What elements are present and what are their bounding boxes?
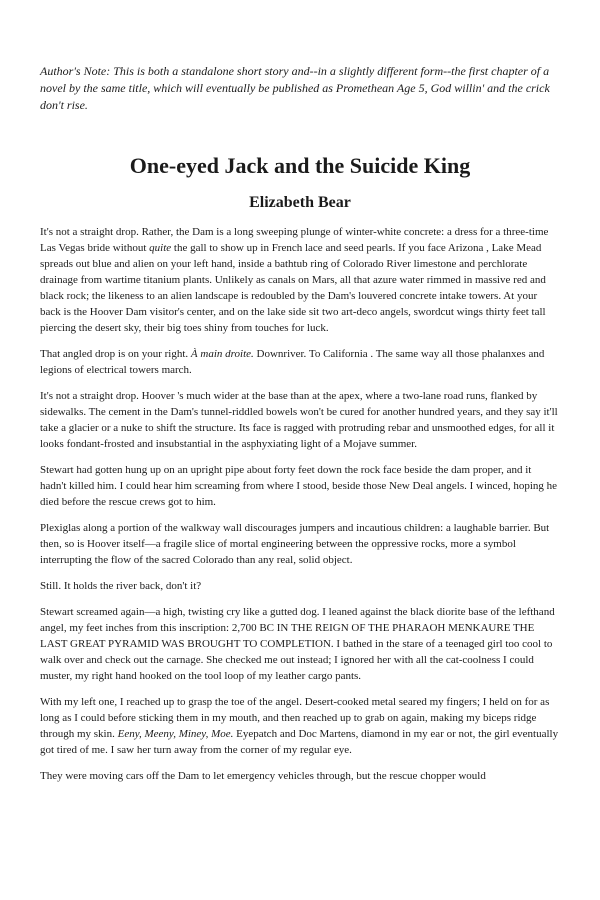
italic-run: Eeny, Meeny, Miney, Moe.	[117, 728, 234, 740]
text-run: Stewart screamed again—a high, twisting cry like a gutted dog. I leaned against the black diorite base of the lefthand angel, my feet inches from this inscription: 2,700 BC IN THE REIGN OF THE PHARAOH MENKAURE THE LAST GREAT PYRAMID WAS BROUGHT TO COMPLETION. I bathed in the stare of a teenaged girl too cool to walk over and check out the carnage. She checked me out instead; I ignored her with all the cat-coolness I could muster, my right hand hooked on the tool loop of my leather cargo pants.	[40, 606, 555, 682]
story-body	[40, 224, 560, 784]
paragraph	[40, 768, 560, 784]
text-run: They were moving cars off the Dam to let emergency vehicles through, but the rescue chopper would	[40, 770, 486, 782]
paragraph	[40, 694, 560, 758]
paragraph	[40, 604, 560, 684]
text-run: That angled drop is on your right.	[40, 348, 191, 360]
paragraph	[40, 578, 560, 594]
paragraph	[40, 388, 560, 452]
paragraph	[40, 346, 560, 378]
text-run: With my left one, I reached up to grasp the toe of the angel. Desert-cooked metal seared my fingers; I held on for as long as I could before sticking them in my mouth, and then reached up to grab on again, making my biceps ridge through my skin.	[40, 696, 550, 740]
paragraph	[40, 520, 560, 568]
italic-run: À main droite.	[190, 348, 254, 360]
italic-run: quite	[149, 242, 172, 254]
text-run: Plexiglas along a portion of the walkway wall discourages jumpers and incautious children: a laughable barrier. But then, so is Hoover itself—a fragile slice of mortal engineering between the oppressive rocks, more a symbol interrupting the flow of the sacred Colorado than any real, solid object.	[40, 522, 550, 566]
paragraph	[40, 462, 560, 510]
text-run: Still. It holds the river back, don't it?	[40, 580, 202, 592]
text-run: It's not a straight drop. Rather, the Dam is a long sweeping plunge of winter-white concrete: a dress for a three-time Las Vegas bride without	[40, 226, 549, 254]
text-run: Downriver. To California . The same way all those phalanxes and legions of electrical towers march.	[40, 348, 545, 376]
story-author: Elizabeth Bear	[249, 194, 351, 211]
story-title: One-eyed Jack and the Suicide King	[129, 153, 471, 178]
paragraph	[40, 224, 560, 336]
authors-note: Author's Note: This is both a standalone short story and--in a slightly different form--the first chapter of a novel by the same title, which will eventually be published as Promethean Age 5, God willin' and the crick don't rise.	[40, 64, 550, 112]
text-run: It's not a straight drop. Hoover 's much wider at the base than at the apex, where a two-lane road runs, flanked by sidewalks. The cement in the Dam's tunnel-riddled bowels won't be cured for another hundred years, and they say it'll take a glacier or a nuke to shift the structure. Its face is ragged with protruding rebar and unsmoothed edges, for all it looks fondant-frosted and insubstantial in the asphyxiating light of a Mojave summer.	[40, 390, 558, 450]
text-run: the gall to show up in French lace and seed pearls. If you face Arizona , Lake Mead spreads out blue and alien on your left hand, inside a bathtub ring of Colorado River limestone and perchlorate drainage from wartime titanium plants. Unlikely as canals on Mars, all that azure water rimmed in massive red and black rock; the likeness to an alien landscape is redoubled by the Dam's louvered concrete intake towers. At your back is the Hoover Dam visitor's center, and on the lake side sit two art-deco angels, swordcut wings thirty feet tall piercing the desert sky, their big toes shiny from touches for luck.	[40, 242, 546, 334]
text-run: Stewart had gotten hung up on an upright pipe about forty feet down the rock face beside the dam proper, and it hadn't killed him. I could hear him screaming from where I stood, beside those New Deal angels. I winced, hoping he died before the rescue crews got to him.	[40, 464, 558, 508]
text-run: Eyepatch and Doc Martens, diamond in my ear or not, the girl eventually got tired of me. I saw her turn away from the corner of my regular eye.	[40, 728, 559, 756]
